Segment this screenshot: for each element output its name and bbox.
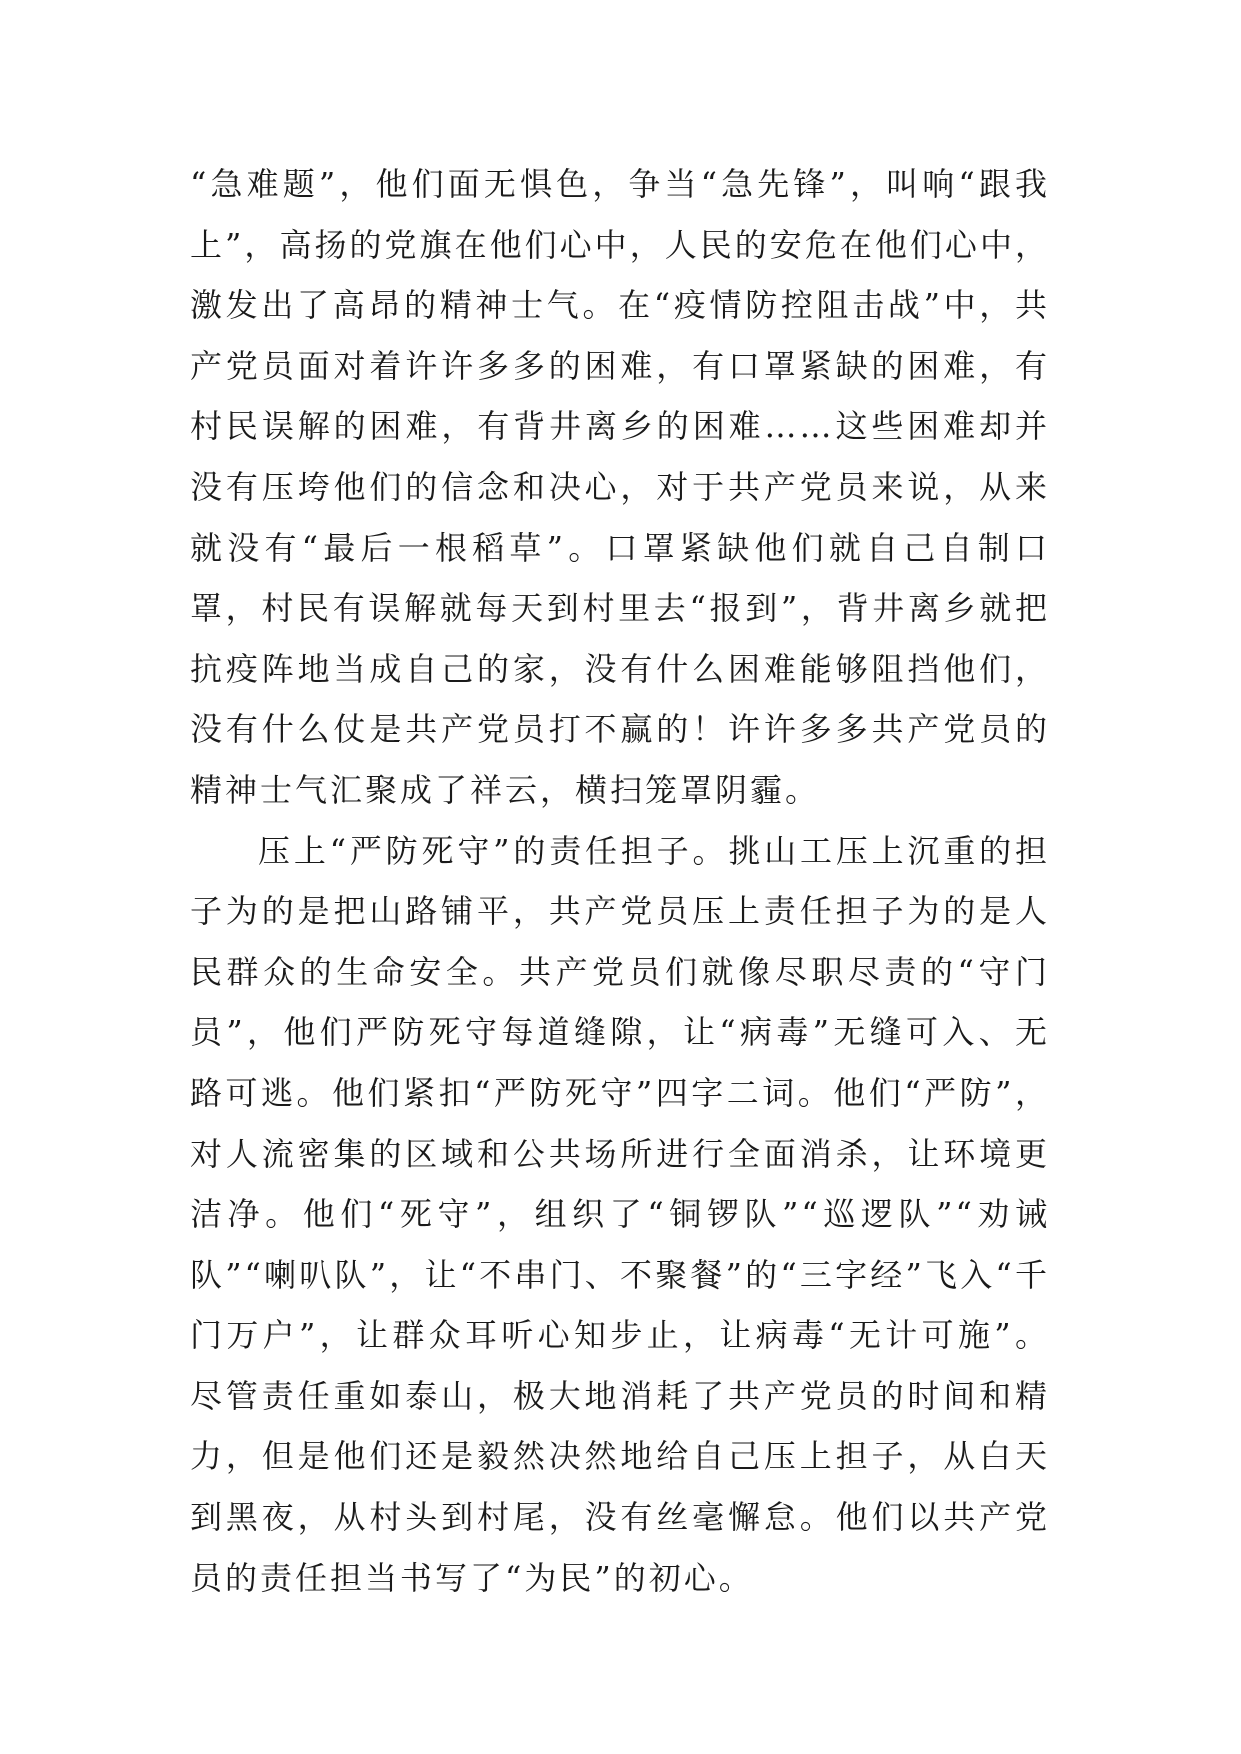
paragraph-continuation: “急难题”，他们面无惧色，争当“急先锋”，叫响“跟我上”，高扬的党旗在他们心中，人民的安危在他们心中，激发出了高昂的精神士气。在“疫情防控阻击战”中，共产党员面对着许许多多的困难，有口罩紧缺的困难，有村民误解的困难，有背井离乡的困难……这些困难却并没有压垮他们的信念和决心，对于共产党员来说，从来就没有“最后一根稻草”。口罩紧缺他们就自己自制口罩，村民有误解就每天到村里去“报到”，背井离乡就把抗疫阵地当成自己的家，没有什么困难能够阻挡他们，没有什么仗是共产党员打不赢的！许许多多共产党员的精神士气汇聚成了祥云，横扫笼罩阴霾。 — [190, 165, 1050, 809]
paragraph-responsibility: 压上“严防死守”的责任担子。挑山工压上沉重的担子为的是把山路铺平，共产党员压上责任担子为的是人民群众的生命安全。共产党员们就像尽职尽责的“守门员”，他们严防死守每道缝隙，让“病毒”无缝可入、无路可逃。他们紧扣“严防死守”四字二词。他们“严防”，对人流密集的区域和公共场所进行全面消杀，让环境更洁净。他们“死守”，组织了“铜锣队”“巡逻队”“劝诫队”“喇叭队”，让“不串门、不聚餐”的“三字经”飞入“千门万户”，让群众耳听心知步止，让病毒“无计可施”。尽管责任重如泰山，极大地消耗了共产党员的时间和精力，但是他们还是毅然决然地给自己压上担子，从白天到黑夜，从村头到村尾，没有丝毫懈怠。他们以共产党员的责任担当书写了“为民”的初心。 — [190, 831, 1050, 1597]
document-page — [190, 154, 1050, 1608]
